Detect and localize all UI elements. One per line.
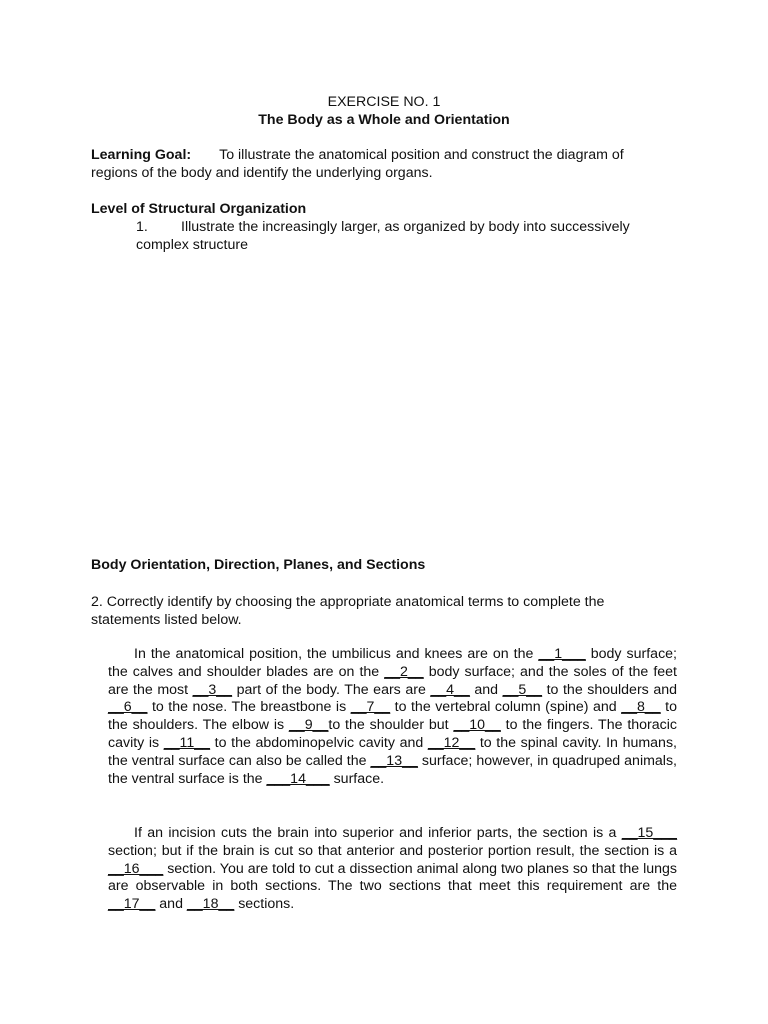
blank-9: __9__: [288, 717, 329, 734]
orientation-heading: Body Orientation, Direction, Planes, and Sections: [91, 557, 426, 573]
structural-item-number: 1.: [136, 219, 148, 235]
blank-3: __3__: [192, 681, 233, 698]
blank-16: __16___: [108, 860, 164, 877]
blank-1: __1___: [538, 646, 586, 662]
question-2-line1: 2. Correctly identify by choosing the appropriate anatomical terms to complete the: [91, 594, 605, 610]
blank-18: __18__: [186, 896, 235, 913]
fill-in-paragraph-2: If an incision cuts the brain into superior and inferior parts, the section is a __15___ section; but if the brain is cut so that anterior and posterior portion result, the section is a __16___ section. You are told to cut a dissection animal along two planes so that the lungs are observable in both sections. The two sections that meet this requirement are the __17__ and __18__ sections.: [108, 825, 677, 913]
blank-6: __6__: [108, 699, 148, 716]
exercise-title: The Body as a Whole and Orientation: [258, 112, 510, 128]
blank-14: ___14___: [266, 770, 330, 787]
structural-item-line1: Illustrate the increasingly larger, as organized by body into successively: [181, 219, 630, 235]
learning-goal-line2: regions of the body and identify the underlying organs.: [91, 165, 433, 181]
fill-in-paragraph-1: In the anatomical position, the umbilicus and knees are on the __1___ body surface; the calves and shoulder blades are on the __2__ body surface; and the soles of the feet are the most __3__ part of the body. The ears are __4__ and __5__ to the shoulders and __6__ to the nose. The breastbone is __7__ to the vertebral column (spine) and __8__ to the shoulders. The elbow is __9__to the shoulder but __10__ to the fingers. The thoracic cavity is __11__ to the abdominopelvic cavity and __12__ to the spinal cavity. In humans, the ventral surface can also be called the __13__ surface; however, in quadruped animals, the ventral surface is the ___14___ surface.: [108, 646, 677, 787]
blank-7: __7__: [350, 699, 391, 716]
blank-8: __8__: [621, 699, 661, 716]
structural-heading: Level of Structural Organization: [91, 201, 307, 217]
question-2-line2: statements listed below.: [91, 612, 242, 628]
learning-goal-line1: [91, 146, 624, 164]
structural-item-line2: complex structure: [136, 237, 248, 253]
blank-12: __12__: [427, 734, 476, 751]
exercise-number: EXERCISE NO. 1: [327, 94, 441, 110]
blank-11: __11__: [163, 734, 211, 751]
blank-5: __5__: [502, 681, 543, 698]
learning-goal-label: Learning Goal:: [91, 147, 192, 163]
blank-17: __17__: [108, 896, 156, 913]
blank-13: __13__: [370, 752, 418, 769]
blank-2: __2__: [384, 663, 424, 680]
blank-10: __10__: [453, 717, 501, 734]
blank-4: __4__: [430, 681, 470, 698]
blank-15: __15___: [621, 825, 677, 841]
learning-goal-text-1: To illustrate the anatomical position and construct the diagram of: [219, 147, 624, 163]
